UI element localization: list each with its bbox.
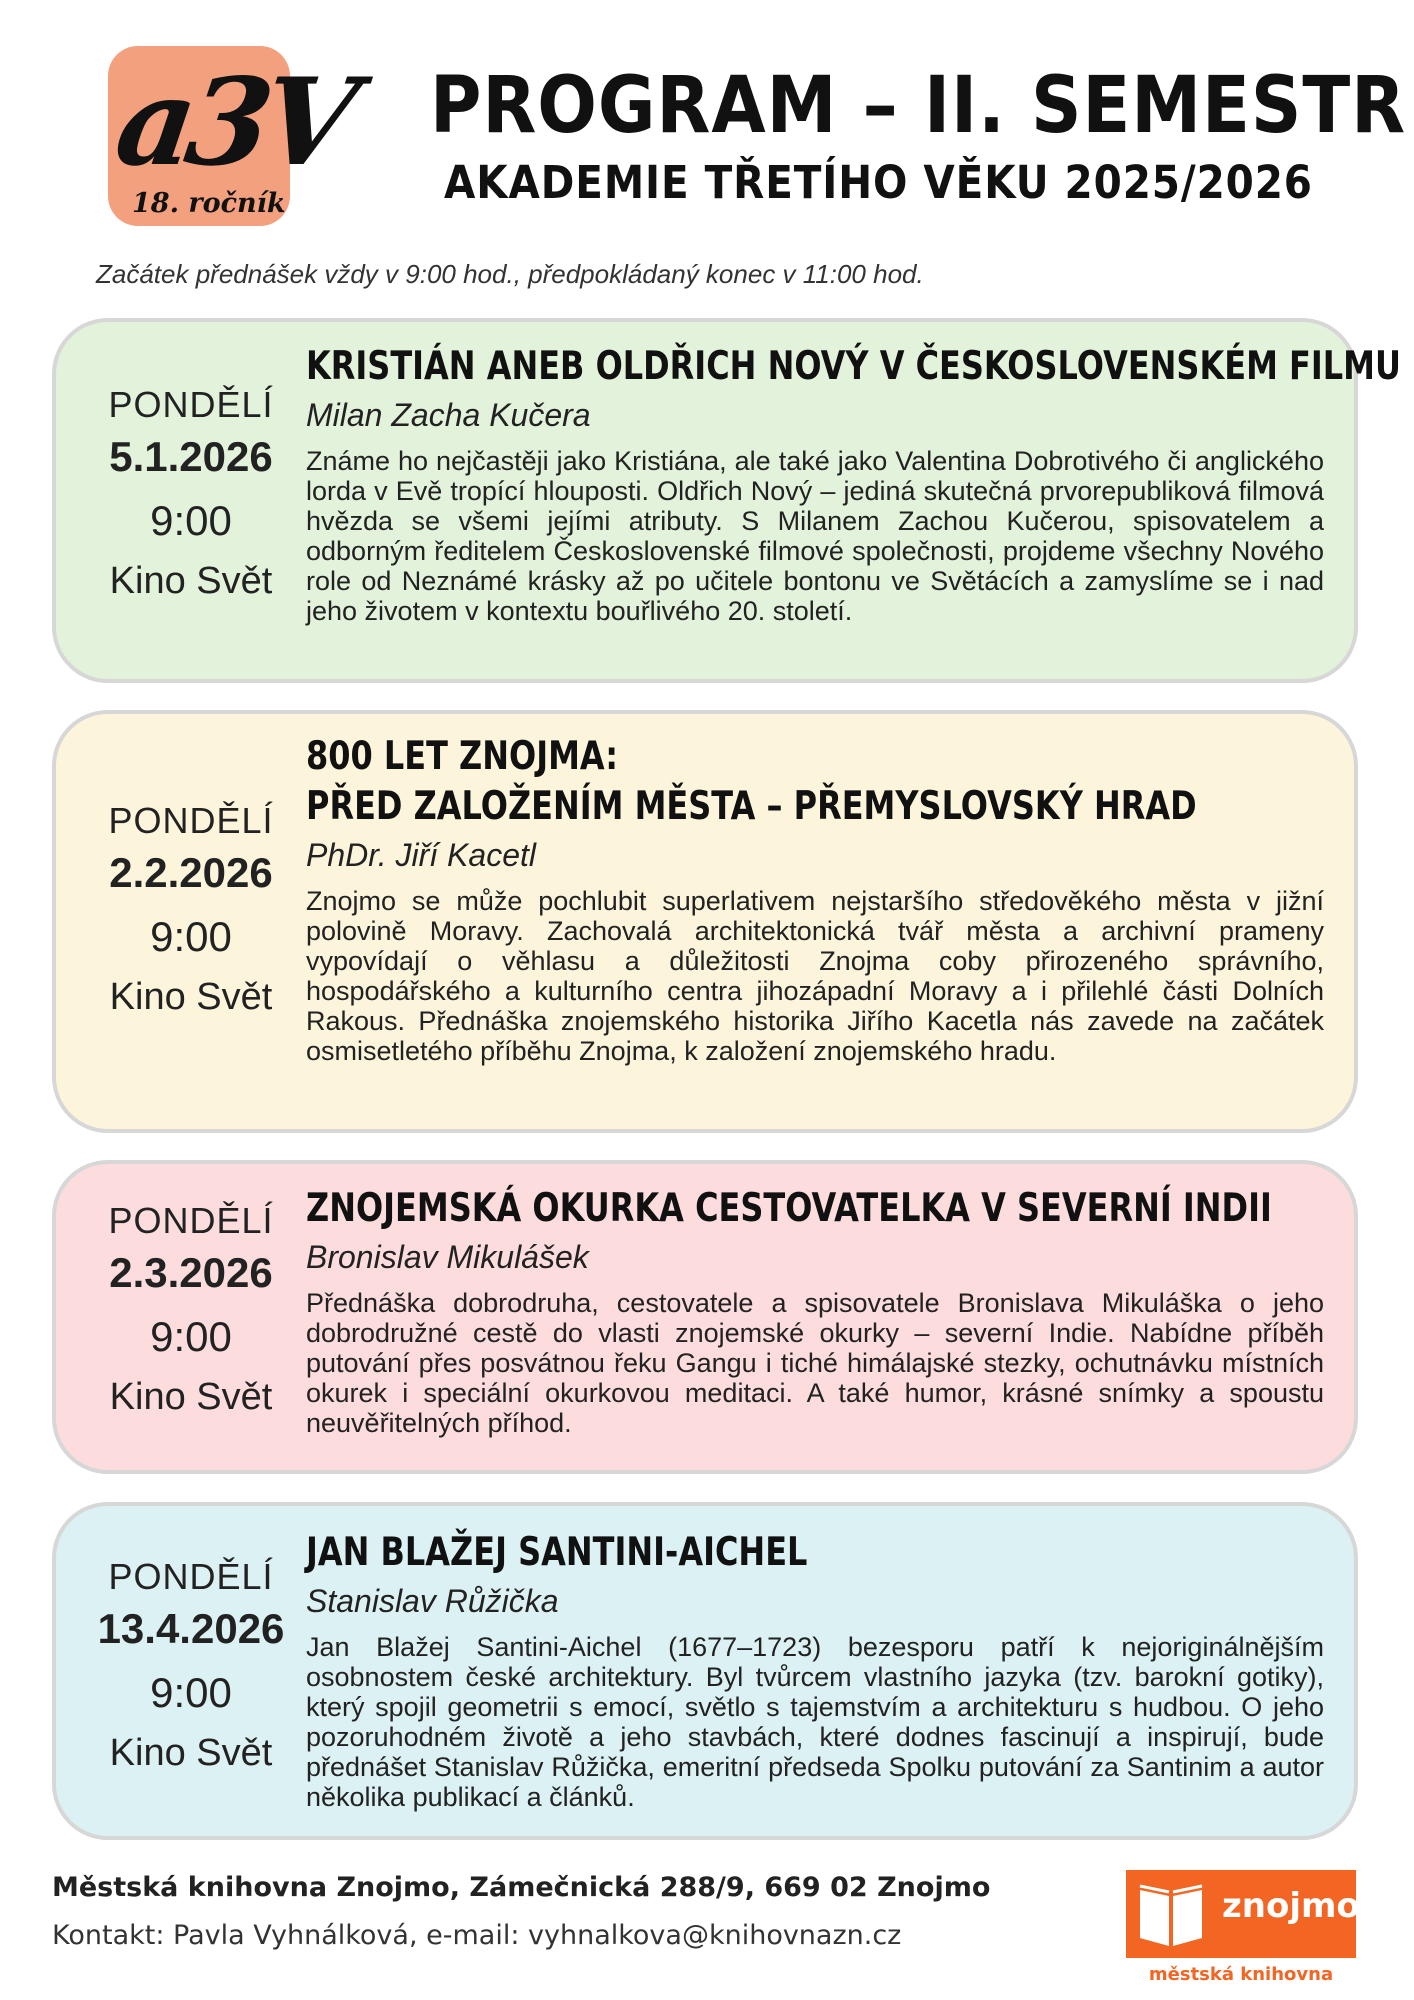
event-schedule <box>76 1554 306 1778</box>
event-speaker: PhDr. Jiří Kacetl <box>306 837 536 873</box>
event-content <box>306 1184 1326 1438</box>
event-description: Znojmo se může pochlubit superlativem nejstaršího středověkého města v jižní polovině Moravy. Zachovalá architektonická tvář města a archivní prameny vypovídají o věhlasu a důležitosti Znojma coby přirozeného správního, hospodářského a kulturního centra jihozápadní Moravy a i přilehlé části Dolních Rakous. Přednáška znojemského historika Jiřího Kacetla nás zavede na začátek osmisetletého příběhu Znojma, k založení znojemského hradu. <box>306 886 1324 1066</box>
event-description: Přednáška dobrodruha, cestovatele a spisovatele Bronislava Mikuláška o jeho dobrodružné cestě do vlasti znojemské okurky – severní Indie. Nabídne příběh putování přes posvátnou řeku Gangu i tiché himálajské stezky, ochutnávku místních okurek i speciální okurkovou meditaci. A také humor, krásné snímky a spoustu neuvěřitelných příhod. <box>306 1288 1324 1438</box>
event-time: 9:00 <box>150 913 232 960</box>
event-schedule <box>76 798 306 1022</box>
event-place: Kino Svět <box>109 1376 273 1418</box>
event-title: ZNOJEMSKÁ OKURKA CESTOVATELKA V SEVERNÍ INDII <box>306 1186 1272 1231</box>
event-date: 13.4.2026 <box>97 1605 285 1652</box>
library-caption: městská knihovna <box>1148 1964 1334 1985</box>
event-title: KRISTIÁN ANEB OLDŘICH NOVÝ V ČESKOSLOVENSKÉM FILMU <box>306 344 1401 389</box>
event-speaker: Bronislav Mikulášek <box>306 1239 589 1275</box>
event-place: Kino Svět <box>109 976 273 1018</box>
library-logo <box>1126 1870 1360 1958</box>
event-schedule <box>76 382 306 606</box>
event-title-line-1: 800 LET ZNOJMA: <box>306 734 619 779</box>
logo-mark: a3V <box>108 52 359 193</box>
event-date: 2.2.2026 <box>109 849 273 896</box>
event-title: JAN BLAŽEJ SANTINI-AICHEL <box>306 1530 808 1575</box>
event-place: Kino Svět <box>109 560 273 602</box>
page-title: PROGRAM – II. SEMESTR <box>430 61 1407 151</box>
event-description: Jan Blažej Santini-Aichel (1677–1723) bezesporu patří k nejoriginálnějším osobnostem české architektury. Byl tvůrcem vlastního jazyka (tzv. barokní gotiky), který spojil geometrii s emocí, světlo s tajemstvím a architekturu s hudbou. O jeho pozoruhodném životě a jeho stavbách, které dodnes fascinují a inspirují, bude přednášet Stanislav Růžička, emeritní předseda Spolku putování za Santinim a autor několika publikací a článků. <box>306 1632 1324 1812</box>
event-date: 2.3.2026 <box>109 1249 273 1296</box>
intro-note: Začátek přednášek vždy v 9:00 hod., předpokládaný konec v 11:00 hod. <box>96 259 924 289</box>
event-date: 5.1.2026 <box>109 433 273 480</box>
event-card-4 <box>52 1502 1358 1840</box>
event-title-line-2: PŘED ZALOŽENÍM MĚSTA – PŘEMYSLOVSKÝ HRAD <box>306 784 1197 829</box>
logo-year: 18. ročník <box>132 188 286 219</box>
event-speaker: Milan Zacha Kučera <box>306 397 591 433</box>
library-brand: znojmo <box>1222 1886 1360 1926</box>
event-day: PONDĚLÍ <box>108 1556 274 1597</box>
event-content <box>306 342 1401 626</box>
contact-info: Kontakt: Pavla Vyhnálková, e-mail: vyhnalkova@knihovnazn.cz <box>52 1920 902 1951</box>
library-address: Městská knihovna Znojmo, Zámečnická 288/9, 669 02 Znojmo <box>52 1872 991 1903</box>
event-content <box>306 732 1326 1066</box>
event-day: PONDĚLÍ <box>108 384 274 425</box>
event-description: Známe ho nejčastěji jako Kristiána, ale také jako Valentina Dobrotivého či anglického lorda v Evě tropící hlouposti. Oldřich Nový – jediná skutečná prvorepubliková filmová hvězda se všemi jejími atributy. S Milanem Zachou Kučerou, spisovatelem a odborným ředitelem Československé filmové společnosti, projdeme všechny Nového role od Neznámé krásky až po učitele bontonu ve Světácích a zamyslíme se i nad jeho životem v kontextu bouřlivého 20. století. <box>306 446 1324 626</box>
a3v-logo <box>108 46 359 226</box>
event-place: Kino Svět <box>109 1732 273 1774</box>
event-card-3 <box>52 1160 1358 1474</box>
event-card-2 <box>52 710 1358 1133</box>
event-day: PONDĚLÍ <box>108 1200 274 1241</box>
event-speaker: Stanislav Růžička <box>306 1583 559 1619</box>
event-day: PONDĚLÍ <box>108 800 274 841</box>
event-card-1 <box>52 318 1401 683</box>
event-time: 9:00 <box>150 497 232 544</box>
event-time: 9:00 <box>150 1313 232 1360</box>
event-schedule <box>76 1198 306 1422</box>
page-subtitle: AKADEMIE TŘETÍHO VĚKU 2025/2026 <box>444 156 1313 209</box>
event-time: 9:00 <box>150 1669 232 1716</box>
event-content <box>306 1528 1326 1812</box>
open-book-icon <box>1136 1876 1206 1952</box>
